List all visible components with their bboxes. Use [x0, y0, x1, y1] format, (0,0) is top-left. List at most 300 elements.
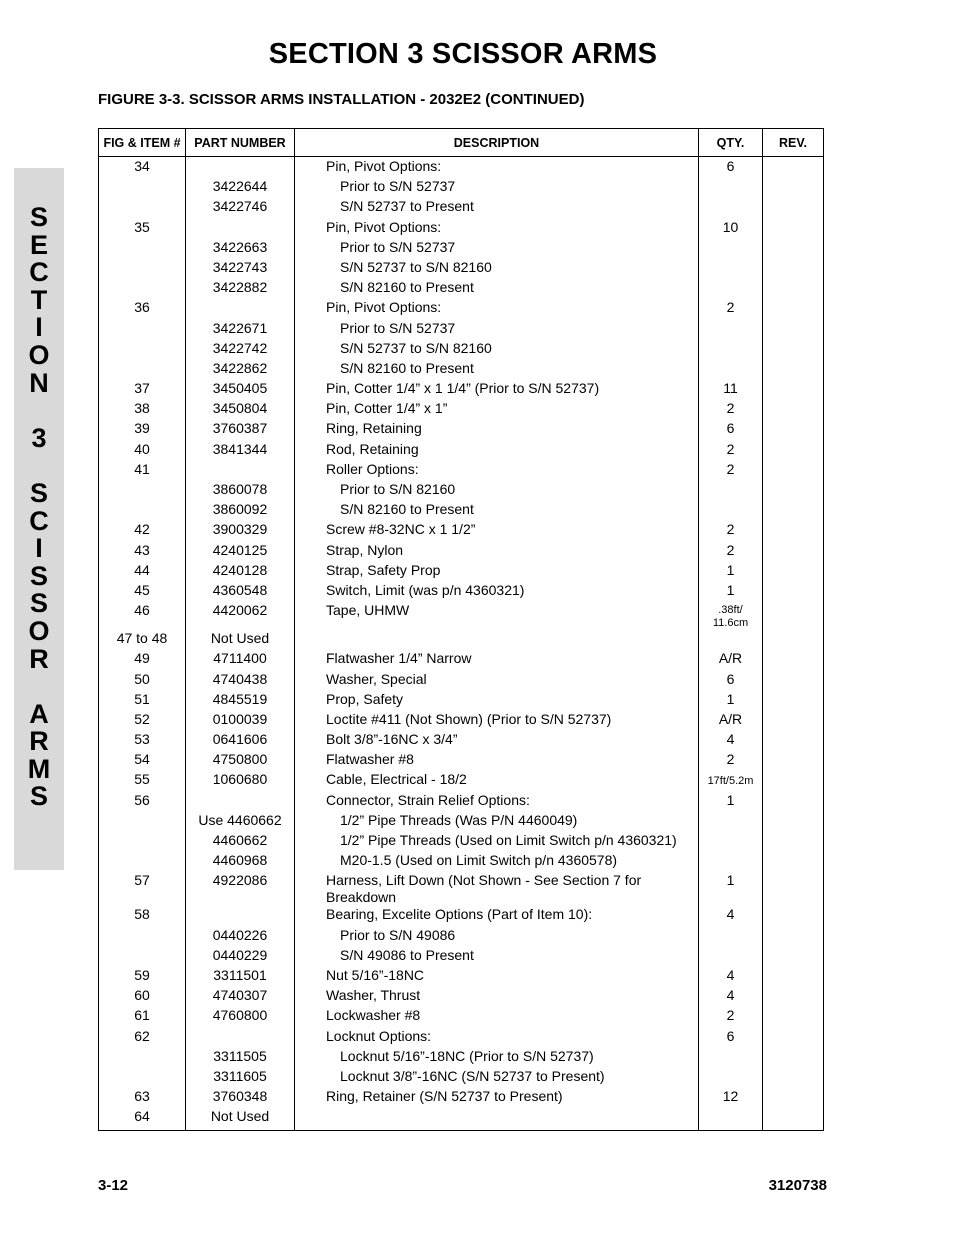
- rev-cell: [763, 987, 824, 1007]
- qty-cell: 6: [699, 420, 763, 440]
- side-tab-letter: S: [29, 202, 48, 232]
- description-cell: Switch, Limit (was p/n 4360321): [295, 582, 699, 602]
- qty-cell: 6: [699, 671, 763, 691]
- table-row: [99, 380, 824, 400]
- table-row: [99, 711, 824, 731]
- side-tab-letter: I: [35, 312, 43, 343]
- description-cell: M20-1.5 (Used on Limit Switch p/n 4360578): [295, 852, 699, 872]
- description-cell: Tape, UHMW: [295, 602, 699, 630]
- qty-cell: 1: [699, 562, 763, 582]
- rev-cell: [763, 279, 824, 299]
- rev-cell: [763, 1088, 824, 1108]
- description-cell: S/N 52737 to Present: [295, 198, 699, 218]
- description-cell: S/N 82160 to Present: [295, 501, 699, 521]
- side-tab-letter: [14, 673, 64, 701]
- item-number-cell: [99, 812, 186, 832]
- item-number-cell: 34: [99, 157, 186, 179]
- item-number-cell: [99, 832, 186, 852]
- rev-cell: [763, 872, 824, 906]
- description-cell: Pin, Pivot Options:: [295, 157, 699, 179]
- rev-cell: [763, 630, 824, 650]
- qty-cell: [699, 1108, 763, 1131]
- qty-cell: [699, 259, 763, 279]
- qty-cell: 2: [699, 400, 763, 420]
- table-row: [99, 751, 824, 771]
- table-row: [99, 602, 824, 630]
- qty-cell: [699, 771, 763, 791]
- qty-cell: [699, 501, 763, 521]
- qty-cell: [699, 1048, 763, 1068]
- side-tab-letters: [14, 204, 64, 811]
- item-number-cell: 35: [99, 219, 186, 239]
- part-number-cell: 4711400: [186, 650, 295, 670]
- description-cell: Pin, Cotter 1/4” x 1”: [295, 400, 699, 420]
- side-tab-letter: R: [29, 726, 49, 757]
- rev-cell: [763, 481, 824, 501]
- item-number-cell: 58: [99, 906, 186, 926]
- qty-cell: 4: [699, 987, 763, 1007]
- description-cell: Ring, Retainer (S/N 52737 to Present): [295, 1088, 699, 1108]
- qty-cell: 2: [699, 521, 763, 541]
- part-number-cell: 1060680: [186, 771, 295, 791]
- part-number-cell: 3900329: [186, 521, 295, 541]
- table-row: [99, 441, 824, 461]
- header-part-number: PART NUMBER: [186, 129, 295, 157]
- item-number-cell: 51: [99, 691, 186, 711]
- rev-cell: [763, 691, 824, 711]
- table-row: [99, 1088, 824, 1108]
- rev-cell: [763, 380, 824, 400]
- item-number-cell: 53: [99, 731, 186, 751]
- table-row: [99, 967, 824, 987]
- description-cell: Harness, Lift Down (Not Shown - See Section 7 for Breakdown: [295, 872, 699, 906]
- rev-cell: [763, 1048, 824, 1068]
- description-cell: Pin, Pivot Options:: [295, 219, 699, 239]
- part-number-cell: 3860078: [186, 481, 295, 501]
- qty-cell: [699, 360, 763, 380]
- qty-cell: 1: [699, 792, 763, 812]
- description-cell: Locknut Options:: [295, 1028, 699, 1048]
- part-number-cell: 3422743: [186, 259, 295, 279]
- rev-cell: [763, 259, 824, 279]
- item-number-cell: [99, 852, 186, 872]
- rev-cell: [763, 751, 824, 771]
- item-number-cell: [99, 178, 186, 198]
- item-number-cell: 47 to 48: [99, 630, 186, 650]
- item-number-cell: 42: [99, 521, 186, 541]
- description-cell: Screw #8-32NC x 1 1/2”: [295, 521, 699, 541]
- part-number-cell: 0440226: [186, 927, 295, 947]
- table-row: [99, 947, 824, 967]
- item-number-cell: 37: [99, 380, 186, 400]
- table-row: [99, 219, 824, 239]
- table-row: [99, 521, 824, 541]
- part-number-cell: 3422882: [186, 279, 295, 299]
- item-number-cell: [99, 340, 186, 360]
- table-row: [99, 360, 824, 380]
- description-cell: Prop, Safety: [295, 691, 699, 711]
- description-cell: Lockwasher #8: [295, 1007, 699, 1027]
- item-number-cell: 55: [99, 771, 186, 791]
- item-number-cell: 57: [99, 872, 186, 906]
- item-number-cell: 50: [99, 671, 186, 691]
- description-cell: Pin, Cotter 1/4” x 1 1/4” (Prior to S/N 52737): [295, 380, 699, 400]
- description-cell: [295, 630, 699, 650]
- part-number-cell: 4460968: [186, 852, 295, 872]
- table-row: [99, 691, 824, 711]
- item-number-cell: 36: [99, 299, 186, 319]
- qty-value: .38ft/ 11.6cm: [712, 604, 749, 630]
- table-row: [99, 1028, 824, 1048]
- rev-cell: [763, 602, 824, 630]
- part-number-cell: 3422644: [186, 178, 295, 198]
- item-number-cell: 52: [99, 711, 186, 731]
- table-body: [99, 157, 824, 1131]
- page-number: 3-12: [98, 1177, 129, 1194]
- part-number-cell: Not Used: [186, 630, 295, 650]
- part-number-cell: 0100039: [186, 711, 295, 731]
- item-number-cell: 61: [99, 1007, 186, 1027]
- table-row: [99, 562, 824, 582]
- table-row: [99, 832, 824, 852]
- part-number-cell: 3450804: [186, 400, 295, 420]
- qty-cell: 2: [699, 1007, 763, 1027]
- table-row: [99, 906, 824, 926]
- rev-cell: [763, 157, 824, 179]
- table-row: [99, 872, 824, 906]
- description-cell: Flatwasher 1/4” Narrow: [295, 650, 699, 670]
- table-row: [99, 340, 824, 360]
- rev-cell: [763, 501, 824, 521]
- part-number-cell: [186, 1028, 295, 1048]
- side-tab-letter: S: [29, 560, 48, 591]
- description-cell: Locknut 5/16”-18NC (Prior to S/N 52737): [295, 1048, 699, 1068]
- item-number-cell: 46: [99, 602, 186, 630]
- item-number-cell: [99, 239, 186, 259]
- rev-cell: [763, 320, 824, 340]
- qty-cell: 2: [699, 542, 763, 562]
- rev-cell: [763, 542, 824, 562]
- description-cell: Prior to S/N 49086: [295, 927, 699, 947]
- side-tab-letter: C: [29, 505, 49, 536]
- part-number-cell: 3760387: [186, 420, 295, 440]
- description-cell: S/N 82160 to Present: [295, 279, 699, 299]
- header-description: DESCRIPTION: [295, 129, 699, 157]
- item-number-cell: 59: [99, 967, 186, 987]
- table-row: [99, 1048, 824, 1068]
- side-tab-letter: E: [29, 229, 48, 260]
- rev-cell: [763, 420, 824, 440]
- qty-cell: [699, 630, 763, 650]
- rev-cell: [763, 967, 824, 987]
- side-tab-letter: S: [29, 781, 48, 812]
- description-cell: Ring, Retaining: [295, 420, 699, 440]
- side-tab-letter: O: [28, 339, 50, 370]
- rev-cell: [763, 1068, 824, 1088]
- qty-cell: 1: [699, 582, 763, 602]
- side-tab-letter: C: [29, 257, 49, 288]
- rev-cell: [763, 521, 824, 541]
- qty-cell: [699, 279, 763, 299]
- part-number-cell: [186, 906, 295, 926]
- table-row: [99, 1108, 824, 1131]
- rev-cell: [763, 441, 824, 461]
- description-cell: 1/2” Pipe Threads (Used on Limit Switch p/n 4360321): [295, 832, 699, 852]
- side-tab-letter: T: [30, 284, 48, 315]
- item-number-cell: [99, 947, 186, 967]
- side-tab-letter: O: [28, 615, 50, 646]
- part-number-cell: 4240125: [186, 542, 295, 562]
- table-row: [99, 852, 824, 872]
- qty-cell: 2: [699, 751, 763, 771]
- rev-cell: [763, 400, 824, 420]
- rev-cell: [763, 1028, 824, 1048]
- qty-value: 17ft/5.2m: [707, 775, 754, 788]
- item-number-cell: 64: [99, 1108, 186, 1131]
- side-tab-letter: 3: [31, 422, 47, 453]
- table-row: [99, 671, 824, 691]
- description-cell: Bearing, Excelite Options (Part of Item 10):: [295, 906, 699, 926]
- description-cell: Locknut 3/8”-16NC (S/N 52737 to Present): [295, 1068, 699, 1088]
- qty-cell: [699, 340, 763, 360]
- part-number-cell: 0641606: [186, 731, 295, 751]
- item-number-cell: [99, 501, 186, 521]
- part-number-cell: [186, 219, 295, 239]
- rev-cell: [763, 947, 824, 967]
- table-row: [99, 461, 824, 481]
- side-tab-letter: [14, 452, 64, 480]
- part-number-cell: [186, 299, 295, 319]
- part-number-cell: 3422862: [186, 360, 295, 380]
- table-row: [99, 279, 824, 299]
- rev-cell: [763, 731, 824, 751]
- description-cell: Strap, Safety Prop: [295, 562, 699, 582]
- qty-cell: [699, 812, 763, 832]
- side-tab-letter: M: [27, 753, 51, 784]
- qty-cell: 2: [699, 441, 763, 461]
- table-row: [99, 481, 824, 501]
- rev-cell: [763, 771, 824, 791]
- rev-cell: [763, 1007, 824, 1027]
- section-side-tab: [14, 168, 64, 870]
- qty-cell: 10: [699, 219, 763, 239]
- qty-cell: [699, 947, 763, 967]
- header-qty: QTY.: [699, 129, 763, 157]
- qty-cell: 6: [699, 1028, 763, 1048]
- qty-cell: [699, 927, 763, 947]
- qty-cell: A/R: [699, 650, 763, 670]
- rev-cell: [763, 650, 824, 670]
- description-cell: Cable, Electrical - 18/2: [295, 771, 699, 791]
- table-row: [99, 812, 824, 832]
- part-number-cell: [186, 792, 295, 812]
- table-row: [99, 259, 824, 279]
- qty-cell: 6: [699, 157, 763, 179]
- item-number-cell: 44: [99, 562, 186, 582]
- header-rev: REV.: [763, 129, 824, 157]
- rev-cell: [763, 906, 824, 926]
- part-number-cell: 4845519: [186, 691, 295, 711]
- rev-cell: [763, 582, 824, 602]
- rev-cell: [763, 562, 824, 582]
- qty-cell: 1: [699, 872, 763, 906]
- rev-cell: [763, 927, 824, 947]
- table-row: [99, 239, 824, 259]
- item-number-cell: 63: [99, 1088, 186, 1108]
- side-tab-letter: [14, 397, 64, 425]
- table-row: [99, 420, 824, 440]
- qty-cell: [699, 1068, 763, 1088]
- table-row: [99, 178, 824, 198]
- description-cell: Prior to S/N 52737: [295, 239, 699, 259]
- table-row: [99, 157, 824, 179]
- table-row: [99, 987, 824, 1007]
- item-number-cell: [99, 360, 186, 380]
- description-cell: Prior to S/N 82160: [295, 481, 699, 501]
- part-number-cell: 4420062: [186, 602, 295, 630]
- side-tab-letter: R: [29, 643, 49, 674]
- rev-cell: [763, 792, 824, 812]
- rev-cell: [763, 832, 824, 852]
- rev-cell: [763, 299, 824, 319]
- qty-cell: A/R: [699, 711, 763, 731]
- item-number-cell: 49: [99, 650, 186, 670]
- table-row: [99, 771, 824, 791]
- part-number-cell: 3760348: [186, 1088, 295, 1108]
- item-number-cell: [99, 1048, 186, 1068]
- table-row: [99, 650, 824, 670]
- description-cell: S/N 49086 to Present: [295, 947, 699, 967]
- description-cell: [295, 1108, 699, 1131]
- description-cell: 1/2” Pipe Threads (Was P/N 4460049): [295, 812, 699, 832]
- part-number-cell: 4760800: [186, 1007, 295, 1027]
- side-tab-letter: S: [29, 477, 48, 508]
- description-cell: Rod, Retaining: [295, 441, 699, 461]
- rev-cell: [763, 219, 824, 239]
- table-row: [99, 299, 824, 319]
- item-number-cell: 39: [99, 420, 186, 440]
- part-number-cell: 3422742: [186, 340, 295, 360]
- rev-cell: [763, 461, 824, 481]
- qty-cell: 4: [699, 906, 763, 926]
- part-number-cell: Use 4460662: [186, 812, 295, 832]
- figure-title: FIGURE 3-3. SCISSOR ARMS INSTALLATION - 2032E2 (CONTINUED): [98, 91, 585, 108]
- rev-cell: [763, 239, 824, 259]
- rev-cell: [763, 1108, 824, 1131]
- description-cell: S/N 52737 to S/N 82160: [295, 259, 699, 279]
- description-cell: Connector, Strain Relief Options:: [295, 792, 699, 812]
- part-number-cell: 4922086: [186, 872, 295, 906]
- table-row: [99, 400, 824, 420]
- rev-cell: [763, 711, 824, 731]
- item-number-cell: [99, 481, 186, 501]
- table-row: [99, 198, 824, 218]
- table-row: [99, 542, 824, 562]
- qty-cell: [699, 852, 763, 872]
- side-tab-letter: A: [29, 698, 49, 729]
- description-cell: Pin, Pivot Options:: [295, 299, 699, 319]
- parts-table: [98, 128, 824, 1131]
- part-number-cell: Not Used: [186, 1108, 295, 1131]
- part-number-cell: 4460662: [186, 832, 295, 852]
- table-row: [99, 630, 824, 650]
- item-number-cell: 41: [99, 461, 186, 481]
- item-number-cell: 56: [99, 792, 186, 812]
- side-tab-letter: I: [35, 533, 43, 564]
- item-number-cell: 62: [99, 1028, 186, 1048]
- item-number-cell: 54: [99, 751, 186, 771]
- part-number-cell: [186, 157, 295, 179]
- part-number-cell: 3422663: [186, 239, 295, 259]
- document-number: 3120738: [768, 1177, 827, 1194]
- table-row: [99, 731, 824, 751]
- item-number-cell: [99, 320, 186, 340]
- item-number-cell: 38: [99, 400, 186, 420]
- side-tab-letter: N: [29, 367, 49, 398]
- table-row: [99, 792, 824, 812]
- qty-cell: 2: [699, 299, 763, 319]
- item-number-cell: [99, 259, 186, 279]
- description-cell: Washer, Thrust: [295, 987, 699, 1007]
- description-cell: Flatwasher #8: [295, 751, 699, 771]
- part-number-cell: 4740307: [186, 987, 295, 1007]
- table-row: [99, 501, 824, 521]
- description-cell: Strap, Nylon: [295, 542, 699, 562]
- part-number-cell: 3450405: [186, 380, 295, 400]
- item-number-cell: 43: [99, 542, 186, 562]
- part-number-cell: 4360548: [186, 582, 295, 602]
- part-number-cell: 3422671: [186, 320, 295, 340]
- qty-cell: [699, 320, 763, 340]
- description-cell: S/N 82160 to Present: [295, 360, 699, 380]
- table-row: [99, 1068, 824, 1088]
- description-cell: Prior to S/N 52737: [295, 178, 699, 198]
- description-cell: Prior to S/N 52737: [295, 320, 699, 340]
- qty-cell: [699, 602, 763, 630]
- table-row: [99, 582, 824, 602]
- description-cell: Bolt 3/8”-16NC x 3/4”: [295, 731, 699, 751]
- item-number-cell: [99, 198, 186, 218]
- qty-cell: 11: [699, 380, 763, 400]
- table-header-row: [99, 129, 824, 157]
- header-item: FIG & ITEM #: [99, 129, 186, 157]
- part-number-cell: 3311505: [186, 1048, 295, 1068]
- part-number-cell: 4750800: [186, 751, 295, 771]
- rev-cell: [763, 340, 824, 360]
- part-number-cell: 0440229: [186, 947, 295, 967]
- description-cell: Loctite #411 (Not Shown) (Prior to S/N 52737): [295, 711, 699, 731]
- rev-cell: [763, 360, 824, 380]
- description-cell: S/N 52737 to S/N 82160: [295, 340, 699, 360]
- item-number-cell: [99, 1068, 186, 1088]
- qty-cell: 2: [699, 461, 763, 481]
- part-number-cell: 3311605: [186, 1068, 295, 1088]
- rev-cell: [763, 198, 824, 218]
- part-number-cell: [186, 461, 295, 481]
- rev-cell: [763, 852, 824, 872]
- item-number-cell: 60: [99, 987, 186, 1007]
- qty-cell: 4: [699, 967, 763, 987]
- table-row: [99, 927, 824, 947]
- part-number-cell: 3841344: [186, 441, 295, 461]
- item-number-cell: 40: [99, 441, 186, 461]
- section-title: SECTION 3 SCISSOR ARMS: [268, 38, 658, 70]
- part-number-cell: 4740438: [186, 671, 295, 691]
- part-number-cell: 3422746: [186, 198, 295, 218]
- item-number-cell: [99, 927, 186, 947]
- qty-cell: [699, 239, 763, 259]
- side-tab-letter: S: [29, 588, 48, 619]
